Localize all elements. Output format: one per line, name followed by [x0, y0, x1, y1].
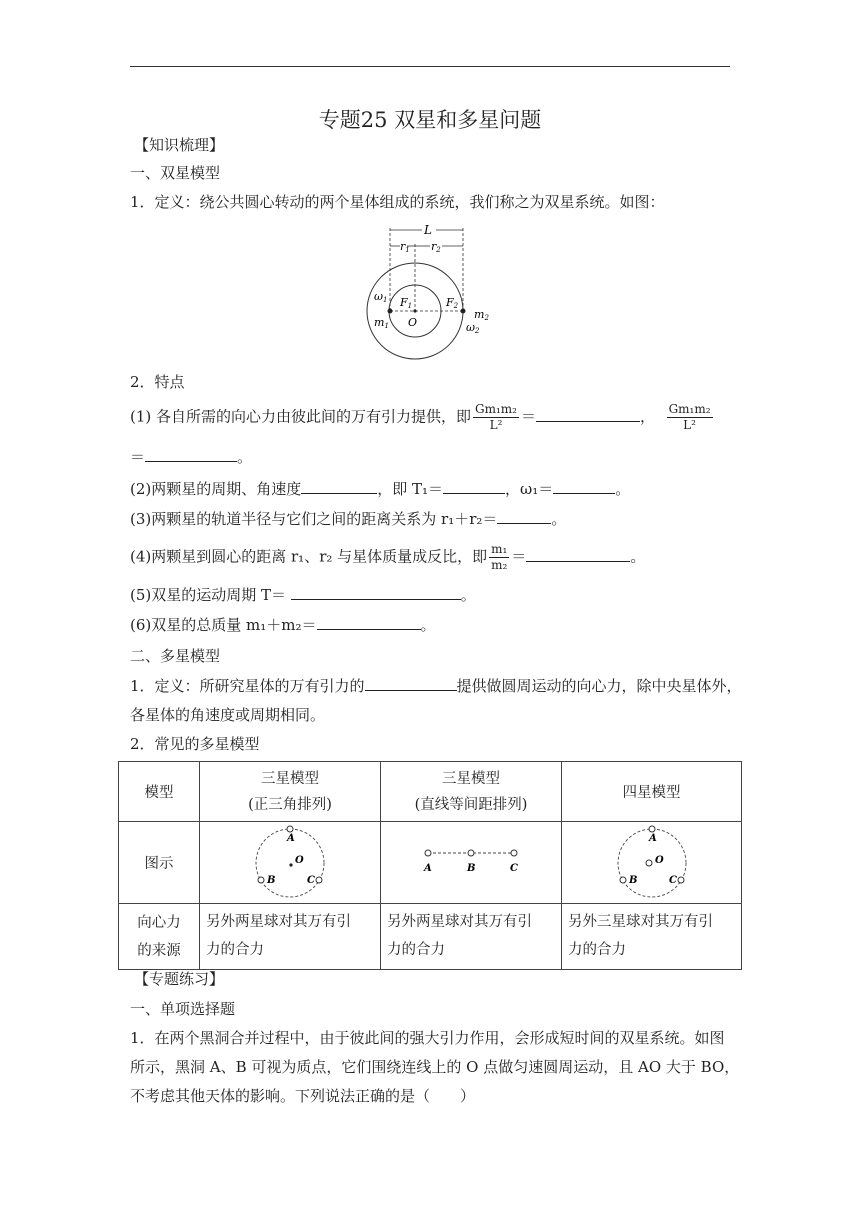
svg-text:C: C: [510, 862, 518, 874]
svg-text:A: A: [424, 862, 432, 874]
page-title: 专题25 双星和多星问题: [318, 108, 542, 132]
models-table: [118, 761, 742, 970]
svg-text:C: C: [668, 874, 677, 886]
question-1-line-1: 1．在两个黑洞合并过程中，由于彼此间的强大引力作用，会形成短时间的双星系统。如图: [130, 1029, 725, 1047]
svg-text:A: A: [648, 832, 657, 844]
svg-text:O: O: [654, 854, 664, 866]
svg-text:B: B: [267, 874, 276, 886]
header-rule: [130, 66, 730, 67]
definition-multi-star: 1．定义：所研究星体的万有引力的 提供做圆周运动的向心力，除中央星体外，: [130, 677, 742, 695]
source-four-star: 另外三星球对其万有引 力的合力: [562, 904, 742, 970]
source-three-star-line: 另外两星球对其万有引 力的合力: [381, 904, 562, 970]
question-1-line-3: 不考虑其他天体的影响。下列说法正确的是（ ）: [130, 1087, 476, 1105]
row-label-source: 向心力 的来源: [119, 904, 200, 970]
figure-three-star-line: [381, 822, 562, 904]
feature-3: (3)两颗星的轨道半径与它们之间的距离关系为 r₁＋r₂＝ 。: [130, 510, 567, 528]
double-star-figure: [360, 218, 500, 368]
feature-1: (1) 各自所需的向心力由彼此间的万有引力提供，即 $\frac{\text{Gm₁m₂}}{\text{L²}}$ ＝ ， $\frac{\text{Gm₁m₂}}{\text{L²}}$: [130, 402, 711, 432]
label-omega2: ω2: [466, 321, 480, 335]
question-1-line-2: 所示，黑洞 A、B 可视为质点，它们围绕连线上的 O 点做匀速圆周运动，且 AO 大于 BO，: [130, 1058, 740, 1076]
features-title: 2．特点: [130, 373, 185, 391]
feature-2: (2)两颗星的周期、角速度 ，即 T₁＝ ，ω₁＝ 。: [130, 480, 631, 498]
svg-text:B: B: [628, 874, 637, 886]
label-O: O: [408, 316, 418, 329]
header-model: 模型: [119, 762, 200, 822]
common-models-title: 2．常见的多星模型: [130, 735, 260, 753]
svg-text:A: A: [287, 832, 295, 844]
label-L: L: [424, 223, 432, 237]
label-m2: m2: [474, 308, 489, 322]
svg-text:C: C: [307, 874, 315, 886]
feature-6: (6)双星的总质量 m₁＋m₂＝ 。: [130, 616, 436, 634]
svg-text:B: B: [467, 862, 476, 874]
definition-double-star: 1．定义：绕公共圆心转动的两个星体组成的系统，我们称之为双星系统。如图：: [130, 193, 665, 211]
label-r1: r1: [400, 240, 410, 254]
header-three-star-line: 三星模型 (直线等间距排列): [381, 762, 562, 822]
label-omega1: ω1: [374, 290, 388, 304]
heading-double-star: 一、双星模型: [130, 164, 221, 182]
header-four-star: 四星模型: [562, 762, 742, 822]
feature-4: (4)两颗星到圆心的距离 r₁、r₂ 与星体质量成反比，即 $\frac{\text{m₁}}{\text{m₂}}$ ＝ 。: [130, 542, 646, 572]
svg-text:O: O: [295, 854, 304, 866]
label-r2: r2: [431, 240, 441, 254]
feature-1-cont: ＝ 。: [130, 448, 253, 466]
source-three-star-triangle: 另外两星球对其万有引 力的合力: [200, 904, 381, 970]
figure-three-star-triangle: [200, 822, 381, 904]
section-knowledge: 【知识梳理】: [134, 136, 225, 154]
label-F1: F1: [400, 296, 413, 310]
label-F2: F2: [446, 296, 459, 310]
section-practice: 【专题练习】: [134, 970, 225, 988]
row-label-figure: 图示: [119, 822, 200, 904]
definition-multi-star-cont: 各星体的角速度或周期相同。: [130, 706, 326, 724]
label-m1: m1: [374, 316, 389, 330]
heading-single-choice: 一、单项选择题: [130, 1000, 236, 1018]
heading-multi-star: 二、多星模型: [130, 647, 221, 665]
header-three-star-triangle: 三星模型 (正三角排列): [200, 762, 381, 822]
figure-four-star: [562, 822, 742, 904]
feature-5: (5)双星的运动周期 T＝ 。: [130, 586, 476, 604]
